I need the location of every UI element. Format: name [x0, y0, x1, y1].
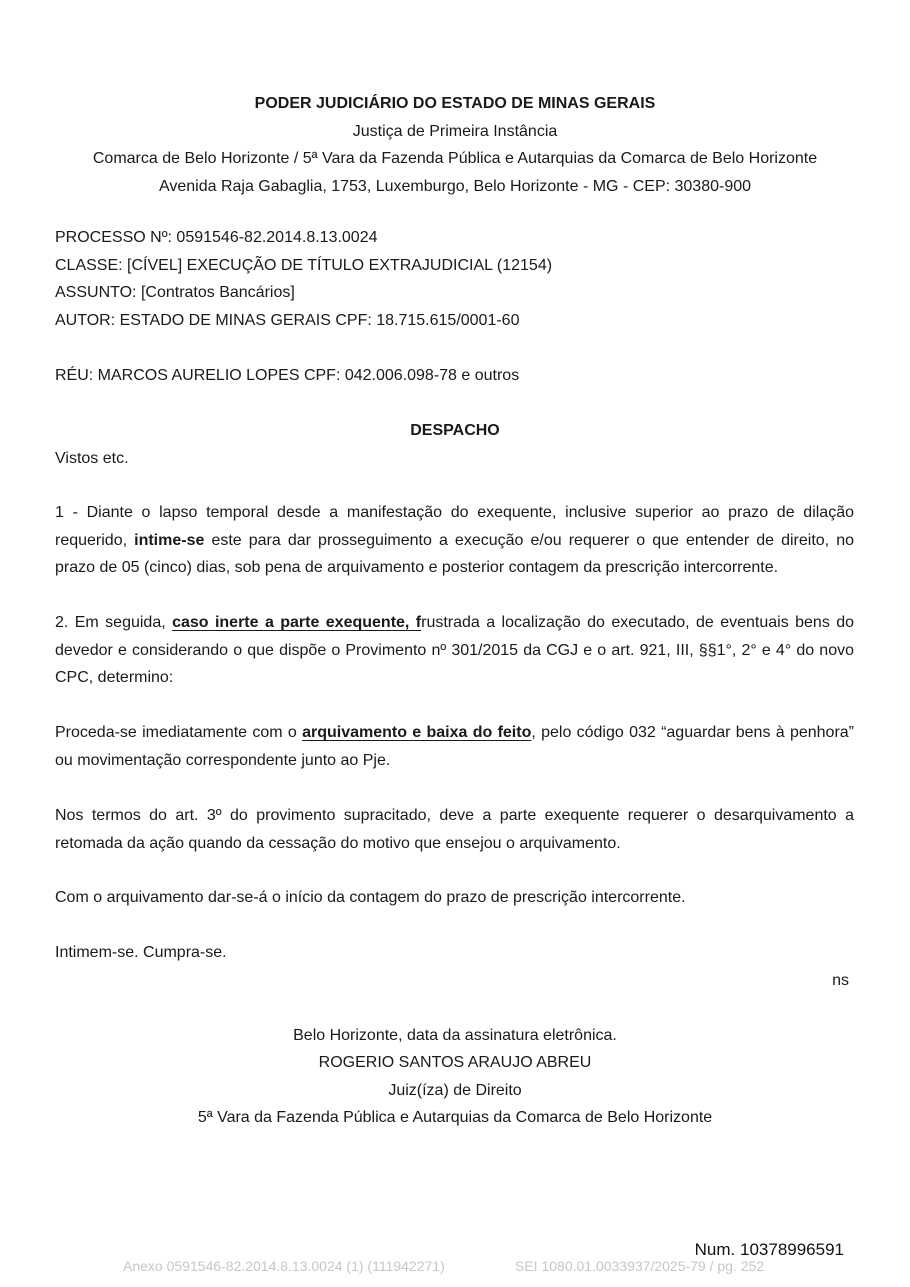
closing-order: Intimem-se. Cumpra-se. [55, 944, 227, 961]
paragraph-1-text-b: este para dar prosseguimento a execução e/ou requerer o que entender de direito, no prazo de 05 (cinco) dias, sob pena de arquivamento e posterior contagem da prescrição intercorrente. [55, 531, 854, 576]
footer-annex: Anexo 0591546-82.2014.8.13.0024 (1) (111942271) [123, 1258, 445, 1274]
paragraph-3-text-a: Proceda-se imediatamente com o [55, 724, 303, 741]
document-number: Num. 10378996591 [694, 1240, 844, 1259]
paragraph-2-emphasis: caso inerte a parte exequente, f [172, 614, 422, 631]
court-line: Comarca de Belo Horizonte / 5ª Vara da Fazenda Pública e Autarquias da Comarca de Belo Horizonte [92, 150, 818, 167]
clerk-initials: ns [832, 972, 849, 989]
case-defendant: RÉU: MARCOS AURELIO LOPES CPF: 042.006.098-78 e outros [55, 367, 520, 384]
paragraph-1 [55, 499, 854, 582]
case-plaintiff: AUTOR: ESTADO DE MINAS GERAIS CPF: 18.715.615/0001-60 [55, 312, 520, 329]
case-subject: ASSUNTO: [Contratos Bancários] [55, 284, 295, 301]
signature-role: Juiz(íza) de Direito [388, 1082, 522, 1099]
signature-court: 5ª Vara da Fazenda Pública e Autarquias da Comarca de Belo Horizonte [197, 1109, 713, 1126]
paragraph-1-bold: intime-se [134, 531, 205, 549]
paragraph-3 [55, 719, 854, 774]
paragraph-2 [55, 609, 854, 692]
section-heading: DESPACHO [410, 422, 500, 439]
paragraph-2-text-a: 2. Em seguida, [55, 614, 173, 631]
process-number: PROCESSO Nº: 0591546-82.2014.8.13.0024 [55, 229, 378, 246]
document-title: PODER JUDICIÁRIO DO ESTADO DE MINAS GERAIS [254, 95, 656, 112]
footer-sei: SEI 1080.01.0033937/2025-79 / pg. 252 [515, 1258, 765, 1274]
paragraph-3-emphasis: arquivamento e baixa do feito [302, 724, 532, 741]
case-class: CLASSE: [CÍVEL] EXECUÇÃO DE TÍTULO EXTRAJUDICIAL (12154) [55, 257, 553, 274]
paragraph-1-text-a: 1 - Diante o lapso temporal desde a manifestação do exequente, inclusive superior ao prazo de dilação requerido, [55, 504, 854, 549]
signature-judge-name: ROGERIO SANTOS ARAUJO ABREU [318, 1054, 592, 1071]
signature-place-date: Belo Horizonte, data da assinatura eletrônica. [293, 1027, 617, 1044]
greeting: Vistos etc. [55, 450, 129, 467]
address-line: Avenida Raja Gabaglia, 1753, Luxemburgo, Belo Horizonte - MG - CEP: 30380-900 [158, 178, 752, 195]
paragraph-3-text-b: , pelo código 032 “aguardar bens à penhora” ou movimentação correspondente junto ao Pje. [55, 724, 855, 769]
instance-line: Justiça de Primeira Instância [352, 123, 558, 140]
paragraph-4: Nos termos do art. 3º do provimento supracitado, deve a parte exequente requerer o desarquivamento a retomada da ação quando da cessação do motivo que ensejou o arquivamento. [55, 807, 854, 852]
paragraph-5: Com o arquivamento dar-se-á o início da contagem do prazo de prescrição intercorrente. [55, 889, 686, 906]
paragraph-2-text-b: rustrada a localização do executado, de eventuais bens do devedor e considerando o que dispõe o Provimento nº 301/2015 da CGJ e o art. 921, III, §§1°, 2° e 4° do novo CPC, determino: [55, 614, 855, 686]
